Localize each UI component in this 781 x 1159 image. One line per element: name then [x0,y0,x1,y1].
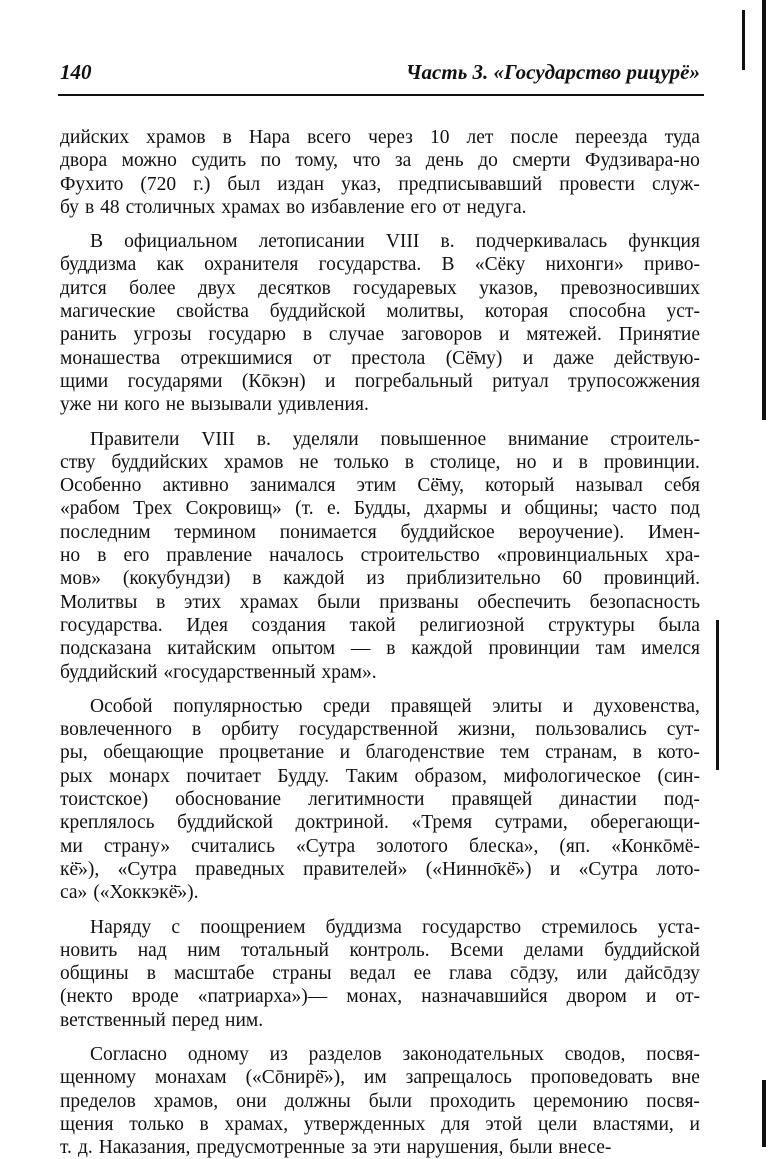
text-line: дится более двух десятков государевых указов, превозносивших [60,277,700,299]
paragraph-gap [60,684,700,695]
text-line: уже ни кого не вызывали удивления. [60,394,369,416]
text-line: буддийский «государственный храм». [60,661,377,683]
text-line: ранить угрозы государю в случае заговоров и мятежей. Принятие [60,324,700,346]
text-line: ству буддийских храмов не только в столице, но и в провинции. [60,451,700,473]
text-line: монашества отрекшимися от престола (Сё̄му) и даже действую- [60,347,700,369]
text-line: Особой популярностью среди правящей элиты и духовенства, [90,695,700,717]
text-line: т. д. Наказания, предусмотренные за эти нарушения, были внесе- [60,1137,612,1159]
text-line: новить над ним тотальный контроль. Всеми делами буддийской [60,939,700,961]
text-line: ми страну» считались «Сутра золотого блеска», (яп. «Конкōмё- [60,835,700,857]
text-line: Молитвы в этих храмах были призваны обеспечить безопасность [60,591,700,613]
page-number: 140 [60,60,92,84]
paragraph [60,695,700,905]
page-header [60,60,700,92]
paragraph-gap [60,219,700,230]
text-line: магические свойства буддийской молитвы, которая способна уст- [60,301,700,323]
text-line: щими государями (Кōкэн) и погребальный ритуал трупосожжения [60,370,700,392]
text-line: буддизма как охранителя государства. В «Сёку нихонги» приво- [60,254,700,276]
text-line: Наряду с поощрением буддизма государство стремилось уста- [90,916,700,938]
text-line: «рабом Трех Сокровищ» (т. е. Будды, дхармы и общины; часто под [60,498,700,520]
paragraph-gap [60,417,700,428]
text-line: но в его правление началось строительство «провинциальных хра- [60,545,700,567]
text-line: тоистское) обоснование легитимности правящей династии под- [60,789,700,811]
text-line: государства. Идея создания такой религиозной структуры была [60,614,700,636]
text-line: В официальном летописании VIII в. подчеркивалась функция [90,231,700,253]
text-line: креплялось буддийской доктриной. «Тремя сутрами, оберегающи- [60,812,700,834]
scan-edge-mark [762,1080,766,1147]
scan-edge-mark [742,10,745,70]
paragraph [60,230,700,416]
text-line: Особенно активно занимался этим Сё̄му, который называл себя [60,475,700,497]
paragraph [60,1043,700,1159]
paragraph [60,126,700,219]
text-line: дийских храмов в Нара всего через 10 лет после переезда туда [60,127,700,148]
body-text [60,126,700,1159]
text-line: щения только в храмах, утвержденных для этой цели властями, и [60,1113,700,1135]
text-line: Согласно одному из разделов законодательных сводов, посвя- [90,1043,700,1065]
text-line: двора можно судить по тому, что за день до смерти Фудзивара-но [60,150,700,172]
text-line: общины в масштабе страны ведал ее глава сōдзу, или дайсōдзу [60,963,700,985]
text-line: ры, обещающие процветание и благоденствие тем странам, в кото- [60,742,700,764]
text-line: последним термином понимается буддийское вероучение). Имен- [60,521,700,543]
text-line: щенному монахам («Сōнирё̄»), им запрещалось проповедовать вне [60,1067,700,1089]
text-line: (некто вроде «патриарха»)— монах, назначавшийся двором и от- [60,986,700,1008]
paragraph-gap [60,905,700,916]
scan-edge-mark [716,620,719,770]
text-line: бу в 48 столичных храмах во избавление его от недуга. [60,196,527,218]
text-line: пределов храмов, они должны были проходить церемонию посвя- [60,1090,700,1112]
text-line: са» («Хоккэкё̄»). [60,882,199,904]
text-line: подсказана китайским опытом — в каждой провинции там имелся [60,638,700,660]
paragraph-gap [60,1032,700,1043]
text-line: Правители VIII в. уделяли повышенное внимание строитель- [90,428,700,450]
paragraph [60,916,700,1032]
text-line: вовлеченного в орбиту государственной жизни, пользовались сут- [60,719,700,741]
text-line: Фухито (720 г.) был издан указ, предписывавший провести служ- [60,173,700,195]
text-line: ветственный перед ним. [60,1009,264,1031]
scan-edge-mark [762,0,766,420]
text-line: кё̄»), «Сутра праведных правителей» («Нинно̄кё̄») и «Сутра лото- [60,858,700,880]
header-rule [58,94,704,96]
text-line: мов» (кокубундзи) в каждой из приблизительно 60 провинций. [60,568,700,590]
text-line: рых монарх почитает Будду. Таким образом, мифологическое (син- [60,765,700,787]
running-title: Часть 3. «Государство рицурё» [405,60,700,84]
paragraph [60,428,700,684]
